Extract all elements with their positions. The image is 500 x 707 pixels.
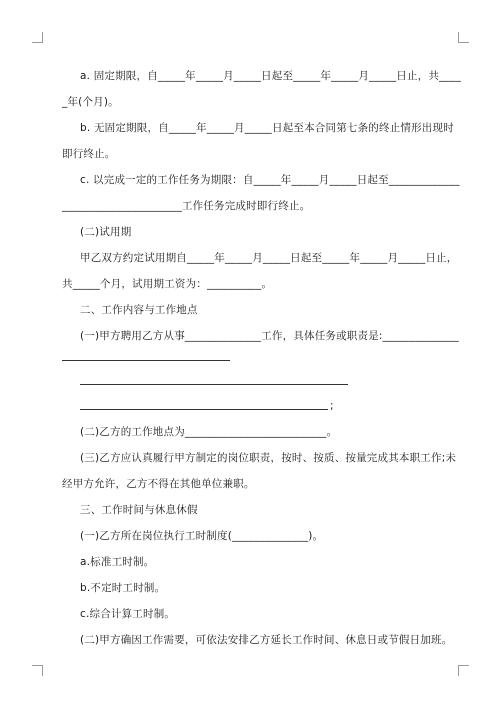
blank-fill-line	[80, 384, 348, 385]
paragraph-line: 甲乙双方约定试用期自_____年_____月_____日起至_____年_____月_____日止，	[80, 252, 458, 264]
blank-fill-line	[80, 409, 328, 410]
paragraph-line: 即行终止。	[62, 148, 116, 160]
paragraph-line: (一)甲方聘用乙方从事______________工作，具体任务或职责是:______________	[80, 330, 459, 342]
section-heading: 二、工作内容与工作地点	[80, 304, 198, 316]
list-item: b.不定时工时制。	[80, 582, 166, 594]
paragraph-line: ;	[330, 400, 334, 412]
page-corner-mark	[458, 665, 469, 676]
section-heading: (二)试用期	[80, 226, 132, 238]
paragraph-line: a. 固定期限，自_____年_____月_____日起至_____年_____月_____日止，共____	[80, 70, 461, 82]
page-corner-mark	[458, 32, 469, 43]
paragraph-line: ______________________工作任务完成时即行终止。	[62, 200, 311, 212]
paragraph-line: b. 无固定期限，自_____年_____月_____日起至本合同第七条的终止情形出现时	[80, 122, 454, 134]
list-item: c.综合计算工时制。	[80, 608, 176, 620]
paragraph-line: 共_____个月，试用期工资为：__________。	[62, 278, 273, 290]
paragraph-line: (二)乙方的工作地点为__________________________。	[80, 426, 338, 438]
paragraph-line: 经甲方允许，乙方不得在其他单位兼职。	[62, 478, 255, 490]
paragraph-line: (二)甲方确因工作需要，可依法安排乙方延长工作时间、休息日或节假日加班。	[80, 634, 453, 646]
list-item: a.标准工时制。	[80, 556, 155, 568]
paragraph-line: (一)乙方所在岗位执行工时制度(______________)。	[80, 530, 324, 542]
paragraph-line: c. 以完成一定的工作任务为期限：自_____年_____月_____日起至_____________	[80, 174, 460, 186]
paragraph-line: (三)乙方应认真履行甲方制定的岗位职责，按时、按质、按量完成其本职工作;未	[80, 452, 457, 464]
blank-fill-line	[62, 360, 230, 361]
page-corner-mark	[32, 32, 43, 43]
section-heading: 三、工作时间与休息休假	[80, 504, 198, 516]
paragraph-line: _年(个月)。	[62, 96, 119, 108]
page-corner-mark	[32, 665, 43, 676]
